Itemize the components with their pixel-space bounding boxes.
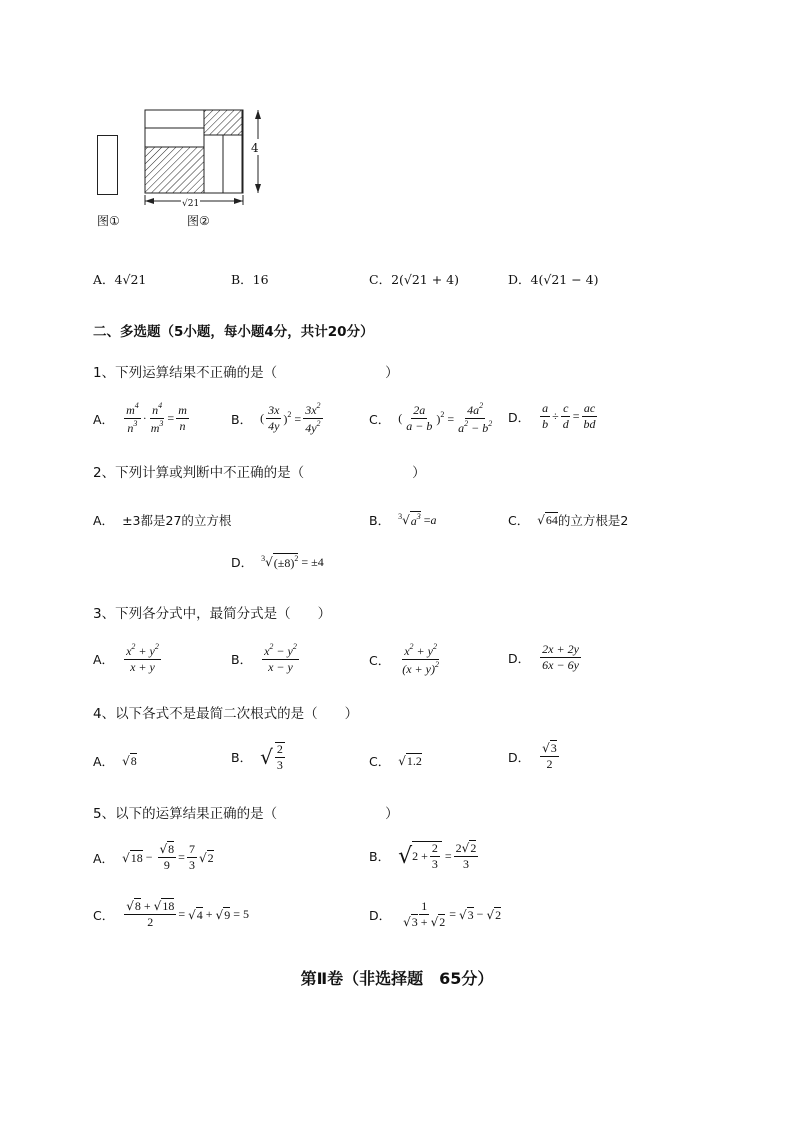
q4-option-d[interactable]: D． $\frac{√3}{2}$ bbox=[508, 741, 557, 772]
q1-option-d[interactable]: D． $\frac{a}{b}$ ÷ $\frac{c}{d}$ = $\frac{ac}{bd}$ bbox=[508, 401, 596, 432]
figure-1-rectangle bbox=[97, 135, 118, 195]
q5-option-b[interactable]: B． √ 2 + $\frac{2}{3}$ = $\frac{2√2}{3}$ bbox=[369, 840, 477, 872]
q1-option-c[interactable]: C． ( $\frac{2a}{a - b}$ )$^2$ = $\frac{4a^2}{a^2 - b^2}$ bbox=[369, 401, 493, 436]
figure-2-label: 图② bbox=[187, 214, 210, 228]
q2-option-d[interactable]: D． $^3$ √ $(\pm 8)^2$ = ±4 bbox=[231, 553, 324, 570]
q2-option-b[interactable]: B． $^3$ √ $a^3$ = a bbox=[369, 511, 437, 528]
question-1-stem: 1、下列运算结果不正确的是（ ） bbox=[93, 365, 399, 381]
figure-2-width-label: √21 bbox=[182, 199, 200, 209]
q4-option-c[interactable]: C． √ 1.2 bbox=[369, 754, 422, 769]
q2-option-a[interactable]: A． ±3都是27的立方根 bbox=[93, 513, 232, 528]
figure-2-height-label: 4 bbox=[251, 141, 259, 155]
question-5-stem: 5、以下的运算结果正确的是（ ） bbox=[93, 806, 399, 822]
q3-option-b[interactable]: B． $\frac{x^2 - y^2}{x - y}$ bbox=[231, 642, 297, 675]
q5-option-c[interactable]: C． $\frac{√8 + √18}{2}$ = √ 4 + √ 9 = 5 bbox=[93, 899, 249, 930]
prev-option-c[interactable]: C．2(√21 + 4) bbox=[369, 272, 460, 287]
q5-option-a[interactable]: A． √ 18 − $\frac{√8}{9}$ = $\frac{7}{3}$ √ 2 bbox=[93, 842, 214, 873]
q2-option-a-text: ±3都是27的立方根 bbox=[122, 513, 232, 528]
question-4-stem: 4、以下各式不是最简二次根式的是（ ） bbox=[93, 706, 359, 722]
question-2-stem: 2、下列计算或判断中不正确的是（ ） bbox=[93, 465, 426, 481]
q2-option-c[interactable]: C． √ 64 的立方根是2 bbox=[508, 513, 629, 528]
fig2-top-right-hatched bbox=[204, 110, 242, 135]
q2-option-c-text: 的立方根是2 bbox=[557, 513, 629, 528]
q1-option-b[interactable]: B． ( $\frac{3x}{4y}$ )$^2$ = $\frac{3x^2}{4y^2}$ bbox=[231, 401, 321, 436]
prev-option-d[interactable]: D．4(√21 − 4) bbox=[508, 272, 599, 287]
q4-option-a[interactable]: A． √ 8 bbox=[93, 754, 137, 769]
q1-option-a[interactable]: A． $\frac{m^4}{n^3}$ · $\frac{n^4}{m^3}$ = $\frac{m}{n}$ bbox=[93, 401, 187, 436]
q3-option-a[interactable]: A． $\frac{x^2 + y^2}{x + y}$ bbox=[93, 642, 159, 675]
prev-option-a[interactable]: A．4√21 bbox=[93, 272, 147, 287]
fig2-bottom-left-hatched bbox=[145, 147, 204, 193]
prev-option-b[interactable]: B．16 bbox=[231, 272, 269, 287]
figure-1-label: 图① bbox=[97, 214, 120, 228]
figure-2-diagram bbox=[140, 105, 275, 213]
q5-option-d[interactable]: D． $\frac{1}{√3 + √2}$ = √ 3 − √ 2 bbox=[369, 899, 502, 930]
q4-option-b[interactable]: B． √ $\frac{2}{3}$ bbox=[231, 742, 283, 773]
question-3-stem: 3、下列各分式中，最简分式是（ ） bbox=[93, 606, 332, 622]
section-title: 二、多选题（5小题，每小题4分，共计20分） bbox=[93, 324, 374, 340]
part-2-title: 第Ⅱ卷（非选择题 65分） bbox=[300, 969, 494, 988]
q3-option-c[interactable]: C． $\frac{x^2 + y^2}{(x + y)^2}$ bbox=[369, 642, 439, 677]
q3-option-d[interactable]: D． $\frac{2x + 2y}{6x - 6y}$ bbox=[508, 642, 579, 673]
